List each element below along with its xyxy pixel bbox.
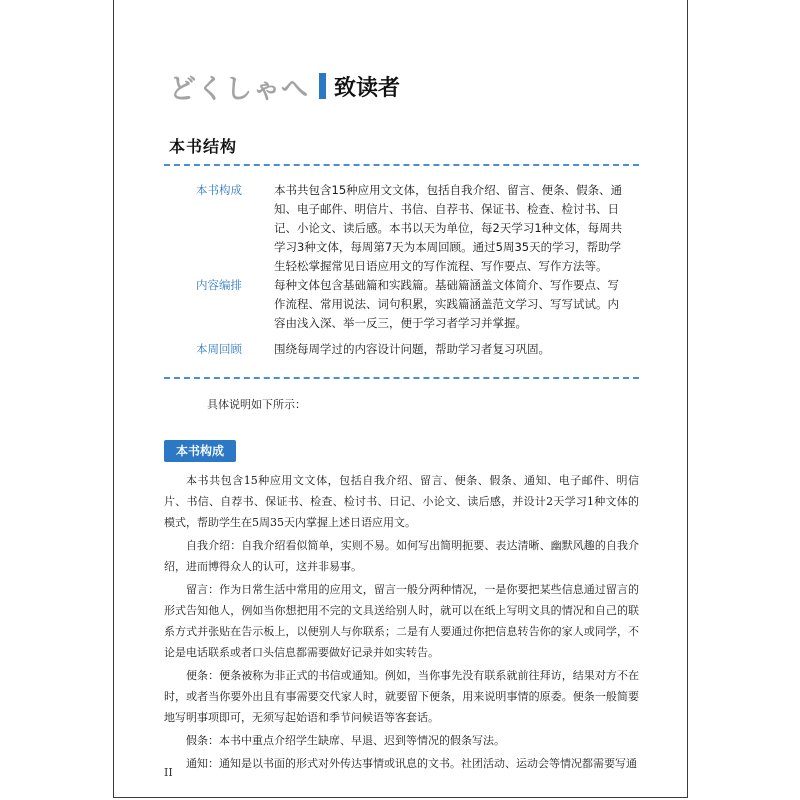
structure-text: 本书共包含15种应用文文体，包括自我介绍、留言、便条、假条、通知、电子邮件、明信片、书信、自荐书、保证书、检查、检讨书、日记、小论文、读后感。本书以天为单位，每2天学习1种文体，每周共学习3种文体，每周第7天为本周回顾。通过5周35天的学习，帮助学生轻松掌握常见日语应用文的写作流程、写作要点、写作方法等。 bbox=[274, 183, 623, 273]
structure-label: 本书构成 bbox=[196, 183, 242, 197]
structure-row-weekly-review bbox=[164, 340, 644, 359]
intro-line: 具体说明如下所示： bbox=[207, 398, 306, 411]
header-kana: どくしゃへ bbox=[169, 73, 309, 105]
page-header bbox=[169, 66, 400, 106]
structure-label: 本周回顾 bbox=[196, 342, 242, 356]
page-number: II bbox=[164, 766, 173, 779]
section-title: 本书结构 bbox=[169, 137, 238, 156]
structure-text: 每种文体包含基础篇和实践篇。基础篇涵盖文体简介、写作要点、写作流程、常用说法、词句积累，实践篇涵盖范文学习、写写试试。内容由浅入深、举一反三，便于学习者学习并掌握。 bbox=[274, 278, 619, 330]
paragraph: 自我介绍：自我介绍看似简单，实则不易。如何写出简明扼要、表达清晰、幽默风趣的自我介绍，进而博得众人的认可，这并非易事。 bbox=[164, 539, 639, 573]
top-dashed-divider bbox=[164, 164, 639, 166]
header-accent-bar bbox=[319, 73, 326, 99]
paragraph: 通知：通知是以书面的形式对外传达事情或讯息的文书。社团活动、运动会等情况都需要写通 bbox=[186, 757, 637, 770]
paragraph: 假条：本书中重点介绍学生缺席、早退、迟到等情况的假条写法。 bbox=[186, 734, 505, 747]
paragraph: 本书共包含15种应用文文体，包括自我介绍、留言、便条、假条、通知、电子邮件、明信片、书信、自荐书、保证书、检查、检讨书、日记、小论文、读后感，并设计2天学习1种文体的模式，帮助学生在5周35天内掌握上述日语应用文。 bbox=[164, 474, 639, 529]
structure-row-arrangement bbox=[164, 276, 644, 333]
paragraph: 留言：作为日常生活中常用的应用文，留言一般分两种情况，一是你要把某些信息通过留言的形式告知他人，例如当你想把用不完的文具送给别人时，就可以在纸上写明文具的情况和自己的联系方式并张贴在告示板上，以便别人与你联系；二是有人要通过你把信息转告你的家人或同学，不论是电话联系或者口头信息都需要做好记录并如实转告。 bbox=[164, 583, 639, 659]
section-badge: 本书构成 bbox=[164, 440, 236, 462]
structure-text: 围绕每周学过的内容设计问题，帮助学习者复习巩固。 bbox=[274, 342, 550, 356]
structure-label: 内容编排 bbox=[196, 278, 242, 292]
body-text bbox=[164, 470, 639, 776]
structure-row-composition bbox=[164, 181, 644, 276]
bottom-dashed-divider bbox=[164, 377, 639, 379]
paragraph: 便条：便条被称为非正式的书信或通知。例如，当你事先没有联系就前往拜访，结果对方不在时，或者当你要外出且有事需要交代家人时，就要留下便条，用来说明事情的原委。便条一般简要地写明事项即可，无须写起始语和季节问候语等客套话。 bbox=[164, 669, 639, 724]
header-title: 致读者 bbox=[334, 75, 401, 101]
book-page bbox=[113, 0, 688, 798]
